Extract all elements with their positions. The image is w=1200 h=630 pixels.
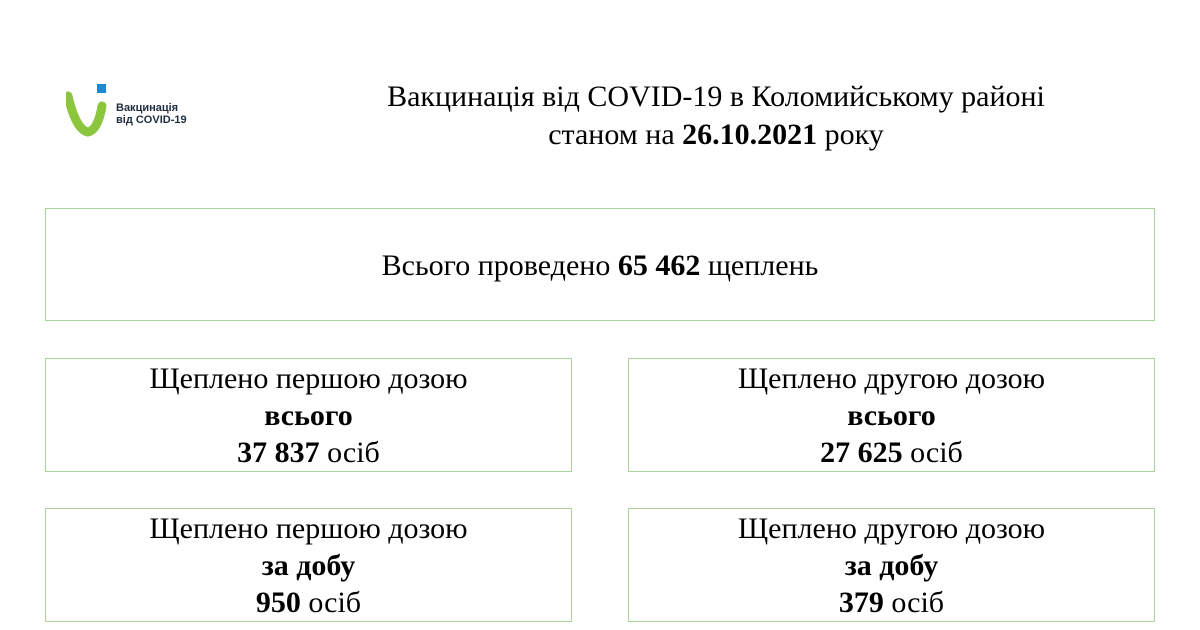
card-value-line: [46, 584, 571, 621]
title-line-1: Вакцинація від COVID-19 в Коломийському районі: [387, 80, 1045, 113]
card-heading: Щеплено другою дозою: [737, 362, 1046, 395]
card-period: [46, 547, 571, 584]
card-value-line: [629, 584, 1154, 621]
second-dose-daily-card: [628, 508, 1155, 622]
card-period: [629, 547, 1154, 584]
card-period-text: за добу: [844, 549, 939, 582]
logo-text: [116, 102, 187, 126]
total-line: [46, 209, 1154, 322]
title-line-2: [300, 116, 1132, 154]
total-prefix: Всього проведено: [381, 249, 611, 282]
card-value: 950: [255, 586, 301, 619]
second-dose-total-card: [628, 358, 1155, 472]
card-value: 27 625: [820, 436, 903, 469]
card-period: [629, 397, 1154, 434]
total-vaccinations-box: [45, 208, 1155, 321]
card-period: [46, 397, 571, 434]
page-title: [300, 78, 1132, 154]
card-value-line: [629, 434, 1154, 471]
logo-line-1: Вакцинація: [116, 102, 179, 114]
card-unit: осіб: [891, 586, 945, 619]
first-dose-daily-card: [45, 508, 572, 622]
card-unit: осіб: [327, 436, 380, 469]
card-heading: Щеплено першою дозою: [149, 512, 468, 545]
first-dose-total-card: [45, 358, 572, 472]
logo-line-2: від COVID-19: [116, 114, 187, 126]
card-period-text: всього: [847, 399, 936, 432]
card-heading: Щеплено другою дозою: [737, 512, 1046, 545]
vaccination-logo: [66, 82, 206, 138]
card-heading: Щеплено першою дозою: [149, 362, 468, 395]
card-value-line: [46, 434, 571, 471]
total-suffix: щеплень: [707, 249, 819, 282]
card-period-text: всього: [264, 399, 353, 432]
card-unit: осіб: [910, 436, 963, 469]
card-value: 379: [838, 586, 884, 619]
total-value: 65 462: [617, 249, 701, 282]
title-date-prefix: станом на: [548, 118, 675, 151]
title-date-suffix: року: [824, 118, 884, 151]
card-value: 37 837: [237, 436, 320, 469]
card-period-text: за добу: [261, 549, 356, 582]
card-unit: осіб: [308, 586, 362, 619]
v-logo-icon: [66, 82, 110, 138]
title-date: 26.10.2021: [682, 118, 818, 151]
